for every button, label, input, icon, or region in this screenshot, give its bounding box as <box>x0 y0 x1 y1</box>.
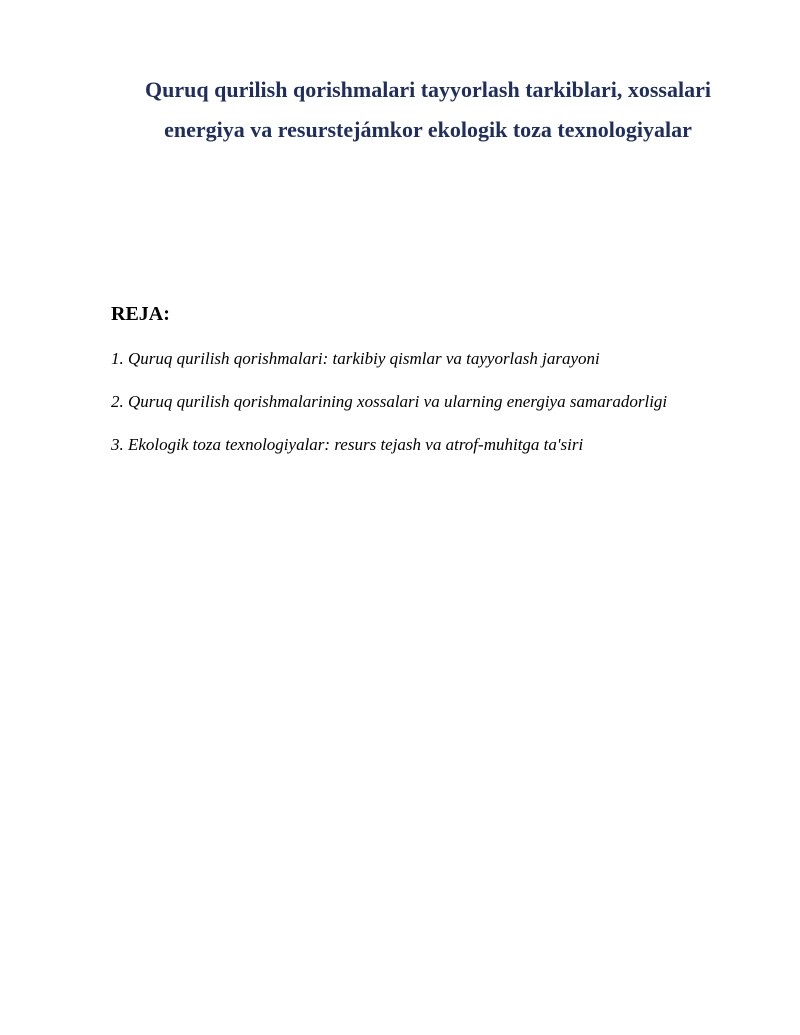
title-line-2: energiya va resurstejámkor ekologik toza texnologiyalar <box>164 117 692 142</box>
title-line-1: Quruq qurilish qorishmalari tayyorlash tarkiblari, xossalari <box>145 77 711 102</box>
plan-item-1: 1. Quruq qurilish qorishmalari: tarkibiy qismlar va tayyorlash jarayoni <box>111 349 600 368</box>
plan-heading: REJA: <box>111 303 170 325</box>
plan-item-3: 3. Ekologik toza texnologiyalar: resurs tejash va atrof-muhitga ta'siri <box>111 435 584 454</box>
plan-list <box>111 348 751 477</box>
plan-item-2: 2. Quruq qurilish qorishmalarining xossalari va ularning energiya samaradorligi <box>111 392 668 411</box>
document-title <box>100 70 756 150</box>
